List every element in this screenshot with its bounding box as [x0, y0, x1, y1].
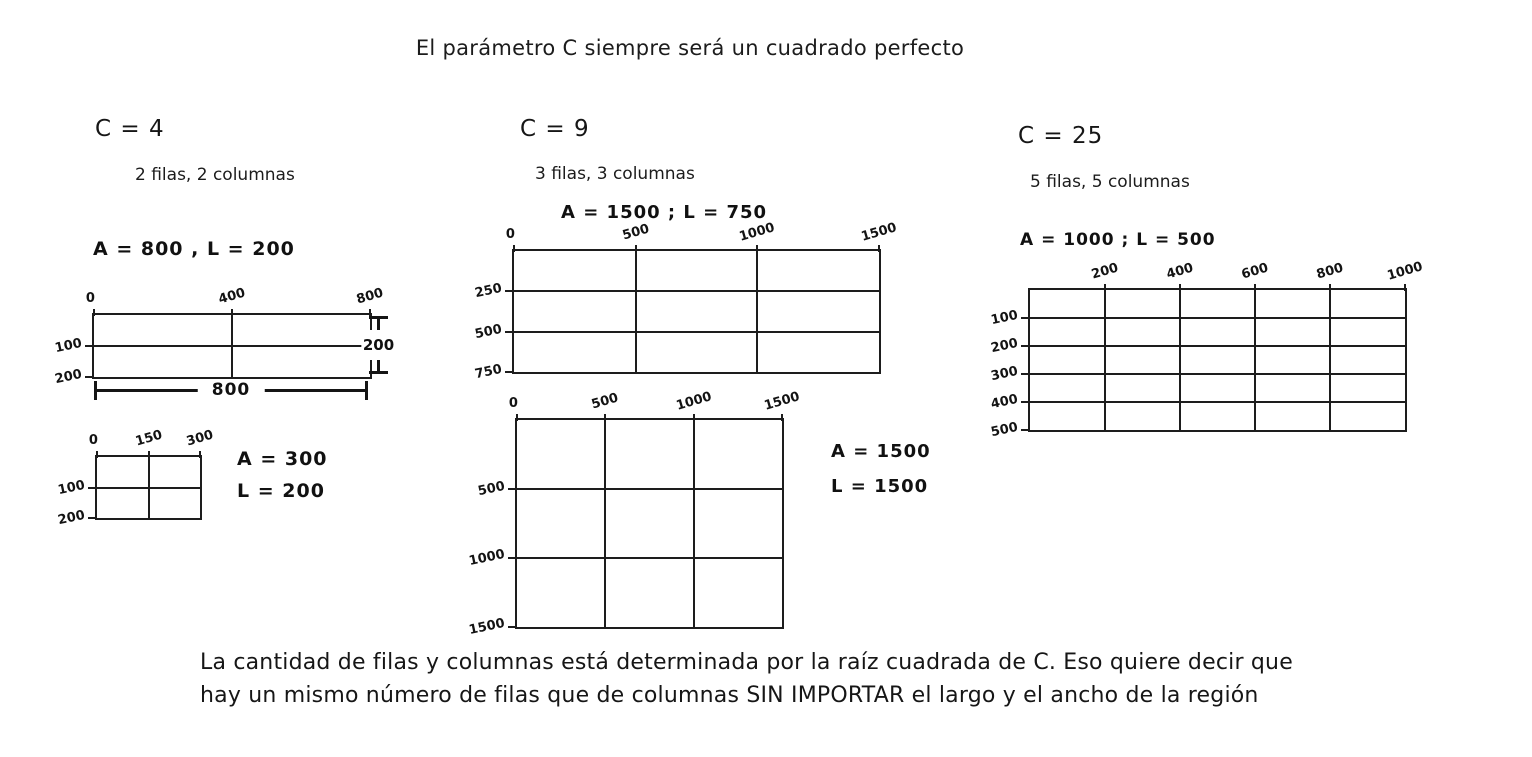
- grid-row-line: [1030, 401, 1405, 403]
- top-tick-label: 1500: [859, 220, 899, 245]
- c4-small-grid-length-label: L = 200: [237, 480, 325, 502]
- c25-dimensions-label: A = 1000 ; L = 500: [1020, 230, 1216, 250]
- left-tick-label: 100: [56, 477, 87, 498]
- left-tick-mark: [1021, 401, 1028, 403]
- grid-column-line: [1104, 290, 1106, 430]
- footer-explanation: [200, 646, 1320, 712]
- page-title: El parámetro C siempre será un cuadrado perfecto: [415, 36, 965, 60]
- c9-value-label: C = 9: [520, 116, 590, 142]
- left-tick-label: 500: [476, 478, 507, 500]
- left-tick-mark: [1021, 317, 1028, 319]
- grid-row-line: [1030, 345, 1405, 347]
- c9-rows-cols-note: 3 filas, 3 columnas: [535, 164, 695, 184]
- left-tick-label: 1000: [467, 546, 507, 570]
- left-tick-label: 300: [989, 363, 1020, 385]
- left-tick-label: 500: [989, 419, 1020, 441]
- grid-column-line: [1254, 290, 1256, 430]
- top-tick-label: 1000: [737, 220, 777, 245]
- top-tick-label: 600: [1239, 260, 1271, 283]
- grid-column-line: [1329, 290, 1331, 430]
- top-tick-label: 200: [1089, 260, 1121, 283]
- c25-value-label: C = 25: [1018, 123, 1104, 149]
- top-tick-label: 0: [508, 396, 518, 411]
- grid-column-line: [1179, 290, 1181, 430]
- left-tick-label: 200: [56, 507, 87, 529]
- top-tick-label: 1000: [674, 389, 714, 414]
- left-tick-label: 400: [989, 391, 1020, 413]
- top-tick-label: 150: [133, 427, 164, 450]
- top-tick-mark: [1179, 284, 1181, 291]
- grid-row-line: [1030, 373, 1405, 375]
- top-tick-label: 400: [216, 285, 248, 308]
- top-tick-label: 800: [354, 285, 386, 308]
- c4-dimensions-label: A = 800 , L = 200: [93, 238, 295, 260]
- c4-small-grid-area-label: A = 300: [237, 448, 328, 470]
- top-tick-mark: [1329, 284, 1331, 291]
- left-tick-mark: [1021, 345, 1028, 347]
- left-tick-label: 500: [473, 321, 504, 342]
- left-tick-label: 1500: [467, 615, 507, 639]
- footer-line-2: hay un mismo número de filas que de columnas SIN IMPORTAR el largo y el ancho de la región: [200, 683, 1259, 708]
- c4-height-measure-label: 200: [361, 330, 396, 360]
- grid-row-line: [1030, 317, 1405, 319]
- top-tick-label: 0: [88, 433, 98, 448]
- left-tick-label: 200: [53, 366, 84, 388]
- c9-dimensions-label: A = 1500 ; L = 750: [561, 202, 768, 223]
- left-tick-label: 100: [989, 307, 1020, 329]
- c9-square-grid-area-label: A = 1500: [831, 441, 931, 462]
- top-tick-label: 400: [1164, 260, 1196, 283]
- left-tick-label: 200: [989, 335, 1020, 357]
- top-tick-label: 1500: [762, 389, 802, 414]
- c25-rows-cols-note: 5 filas, 5 columnas: [1030, 172, 1190, 192]
- left-tick-label: 250: [473, 281, 504, 302]
- c9-square-grid-length-label: L = 1500: [831, 476, 929, 497]
- left-tick-mark: [1021, 373, 1028, 375]
- top-tick-mark: [1404, 284, 1406, 291]
- top-tick-label: 1000: [1385, 259, 1425, 284]
- top-tick-label: 500: [620, 221, 651, 244]
- left-tick-mark: [1021, 429, 1028, 431]
- top-tick-label: 500: [590, 390, 621, 413]
- c4-value-label: C = 4: [95, 116, 165, 142]
- top-tick-label: 800: [1314, 260, 1346, 283]
- left-tick-label: 100: [53, 335, 84, 357]
- top-tick-mark: [1254, 284, 1256, 291]
- left-tick-label: 750: [473, 361, 504, 383]
- top-tick-label: 0: [505, 227, 515, 242]
- top-tick-mark: [1104, 284, 1106, 291]
- top-tick-label: 0: [85, 291, 95, 306]
- c4-rows-cols-note: 2 filas, 2 columnas: [135, 165, 295, 185]
- c4-width-measure-label: 800: [198, 380, 265, 400]
- top-tick-label: 300: [184, 427, 216, 450]
- c25-grid: [989, 259, 1425, 441]
- footer-line-1: La cantidad de filas y columnas está determinada por la raíz cuadrada de C. Eso quiere decir que: [200, 650, 1293, 675]
